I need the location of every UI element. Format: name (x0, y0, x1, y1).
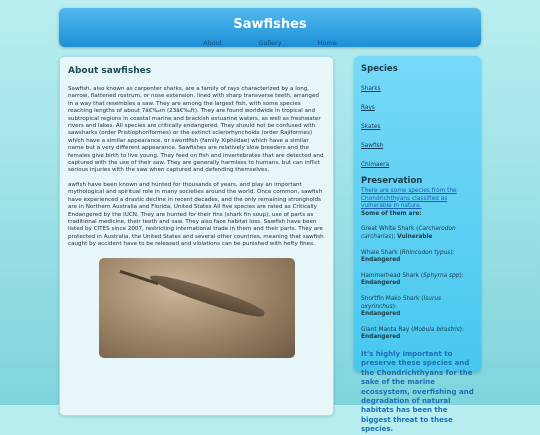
species-latin: Mobula birostris (413, 326, 460, 333)
species-link-sharks[interactable]: Sharks (361, 86, 381, 92)
species-heading: Species (361, 64, 398, 74)
some-label: Some of them are: (361, 210, 422, 217)
site-title: Sawfishes (233, 17, 307, 32)
list-item (361, 113, 474, 132)
list-item (361, 75, 474, 94)
species-link-rays[interactable]: Rays (361, 105, 375, 111)
species-latin: Carcharodon carcharias (361, 226, 456, 240)
preservation-heading: Preservation (361, 176, 423, 186)
preservation-link[interactable]: There are some species from the Chondrichthyans classified as vulnerable in nature. (361, 188, 457, 210)
status-badge: Endangered (361, 334, 401, 341)
sidebar (354, 56, 481, 434)
intro-paragraph: Sawfish, also known as carpenter sharks, are a family of rays characterized by a long, narrow, flattened rostrum, or nose extension, lined with sharp transverse teeth, arranged in a way that resembles a saw. They are among the largest fish, with some species reaching lengths of about 7â€‰m (23â€‰ft). They are found worldwide in tropical and subtropical regions in coastal marine and brackish estuarine waters, as well as freshwater rivers and lakes. All species are critically endangered. They should not be confused with sawsharks (order Pristiophoriformes) or the extinct sclerorhynchoids (order Rajiformes) which have a similar appearance, or swordfish (family Xiphiidae) which have a similar name but a very different appearance. Sawfishes are relatively slow breeders and the females give birth to live young. They feed on fish and invertebrates that are detected and captured with the use of their saw. They are generally harmless to humans, but can inflict serious injuries with the saw when captured and defending themselves. (68, 86, 324, 174)
species-name: Whale Shark (361, 249, 398, 256)
main-content (59, 56, 334, 416)
list-item (361, 94, 474, 113)
main-nav (59, 39, 481, 47)
species-latin: Sphyrna spp (423, 272, 460, 279)
nav-about[interactable]: About (203, 39, 223, 47)
page-title: About sawfishes (68, 66, 152, 76)
history-paragraph: awfish have been known and hunted for thousands of years, and play an important mythological and spiritual role in many societies around the world. Once common, sawfish have experienced a drastic decline in recent decades, and the only remaining strongholds are in Northern Australia and Florida, United States All five species are rated as Critically Endangered by the IUCN. They are hunted for their fins (shark fin soup), use of parts as traditional medicine, their teeth and saw. They also face habitat loss. Sawfish have been listed by CITES since 2007, restricting international trade in them and their parts. They are protected in Australia, the United States and several other countries, meaning that sawfish caught by accident have to be released and violations can be punished with hefty fines. (68, 181, 324, 248)
list-item (361, 151, 474, 170)
status-badge: Endangered (361, 311, 401, 318)
list-item: Shortfin Mako Shark (Isurus oxyrinchus): Endangered (361, 295, 442, 318)
nav-gallery[interactable]: Gallery (258, 39, 282, 47)
sawfish-body-shape (148, 269, 267, 320)
nav-home[interactable]: Home (317, 39, 337, 47)
preservation-message: It's highly important to preserve these species and the Chondrichthyans for the sake of the marine ecossystem, overfishing and degradation of natural habitats has been the biggest threat to these species. (361, 349, 474, 434)
status-badge: Endangered (361, 280, 401, 287)
species-link-chimaera[interactable]: Chimaera (361, 162, 390, 168)
list-item (361, 132, 474, 151)
list-item: Giant Manta Ray (Mobula birostris): Endangered (361, 326, 464, 341)
species-link-sawfish[interactable]: Sawfish (361, 143, 384, 149)
sawfish-photo (99, 258, 295, 358)
list-item: Whale Shark (Rhincodon typus): Endangered (361, 249, 455, 264)
species-latin: Rhincodon typus (401, 249, 451, 256)
endangered-list (361, 226, 474, 342)
species-latin: Isurus oxyrinchus (361, 295, 442, 310)
species-name: Shortfin Mako Shark (361, 295, 420, 302)
list-item: Hammerhead Shark (Sphyrna spp): Endangered (361, 272, 464, 287)
species-name: Great White Shark (361, 226, 415, 233)
species-list (361, 75, 474, 170)
status-badge: Vulnerable (397, 233, 433, 240)
species-name: Giant Manta Ray (361, 326, 410, 333)
species-link-skates[interactable]: Skates (361, 124, 381, 130)
list-item: Great White Shark (Carcharodon carcharias): Vulnerable (361, 226, 456, 240)
site-header (59, 8, 481, 47)
status-badge: Endangered (361, 257, 401, 264)
species-name: Hammerhead Shark (361, 272, 420, 279)
